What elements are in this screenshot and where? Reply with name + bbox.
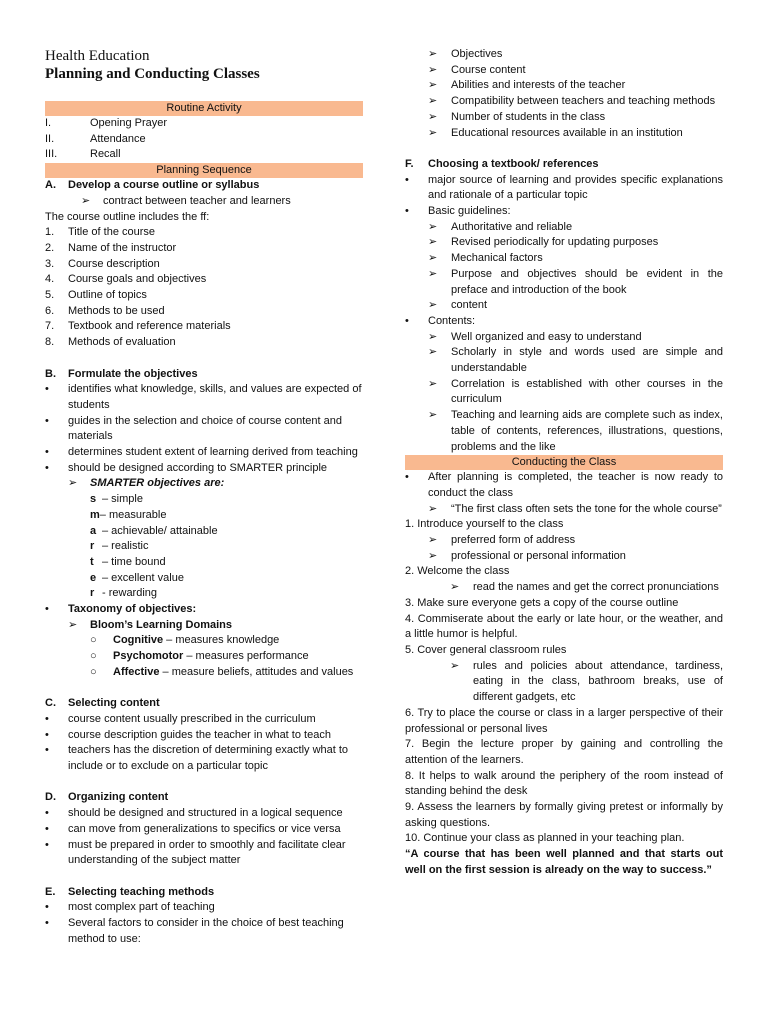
arrow-icon: ➢ — [428, 48, 438, 60]
arrow-icon: ➢ — [428, 252, 438, 265]
arrow-icon: ➢ — [428, 79, 438, 92]
course-outline-list — [45, 225, 363, 351]
section-b-heading: B. Formulate the objectives — [45, 367, 198, 380]
list-item: • Several factors to consider in the choice of best teaching method to use: — [45, 916, 363, 947]
list-item: • identifies what knowledge, skills, and values are expected of students — [45, 382, 363, 413]
list-item: II. Attendance — [45, 132, 146, 145]
list-item: • Basic guidelines: — [405, 204, 723, 220]
list-item: t – time bound — [90, 555, 166, 568]
list-item: 8. Methods of evaluation — [45, 336, 176, 349]
arrow-icon: ➢ — [428, 95, 438, 108]
bullet-icon: • — [45, 838, 49, 851]
list-item: I. Opening Prayer — [45, 117, 168, 129]
step-4: 4. Commiserate about the early or late hour, or the weather, and a little humor is helpful. — [405, 612, 723, 641]
planning-sequence-bar: Planning Sequence — [45, 163, 363, 178]
step-8: 8. It helps to walk around the periphery of the room instead of standing behind the desk — [405, 769, 723, 798]
list-item: 2. Name of the instructor — [45, 241, 177, 254]
list-item: • most complex part of teaching — [45, 900, 363, 916]
list-item: r – realistic — [90, 540, 149, 553]
arrow-item: ➢ contract between teacher and learners — [45, 194, 363, 210]
subject-title: Health Education — [45, 48, 150, 64]
arrow-icon: ➢ — [428, 267, 438, 280]
list-item: ➢ content — [405, 298, 723, 314]
conducting-class-bar: Conducting the Class — [405, 455, 723, 470]
bullet-icon: • — [45, 744, 49, 757]
blooms-heading: ➢ Bloom’s Learning Domains — [45, 618, 363, 634]
step-3: 3. Make sure everyone gets a copy of the course outline — [405, 596, 679, 609]
list-item: ➢ “The first class often sets the tone for the whole course” — [405, 502, 723, 518]
section-c-heading: C. Selecting content — [45, 697, 160, 710]
arrow-icon: ➢ — [428, 549, 438, 562]
arrow-icon: ➢ — [428, 409, 438, 422]
list-item: ➢ Compatibility between teachers and teaching methods — [405, 94, 723, 110]
smarter-heading: ➢ SMARTER objectives are: — [45, 476, 363, 492]
list-item: ➢ Authoritative and reliable — [405, 220, 723, 236]
list-item: ➢ Course content — [405, 63, 723, 79]
list-item: ➢ Number of students in the class — [405, 110, 723, 126]
right-column — [405, 0, 723, 879]
bullet-icon: • — [405, 173, 409, 186]
step-6: 6. Try to place the course or class in a larger perspective of their professional or personal lives — [405, 706, 723, 735]
arrow-icon: ➢ — [428, 63, 438, 76]
arrow-icon: ➢ — [428, 299, 438, 312]
step-9: 9. Assess the learners by formally giving pretest or informally by asking questions. — [405, 801, 723, 829]
list-item: ➢ Objectives — [405, 47, 723, 63]
arrow-icon: ➢ — [428, 534, 438, 547]
list-item: • course content usually prescribed in the curriculum — [45, 712, 363, 728]
teaching-factors-list — [405, 47, 723, 141]
arrow-icon: ➢ — [428, 377, 438, 390]
list-item: • After planning is completed, the teacher is now ready to conduct the class — [405, 470, 723, 501]
list-item: • course description guides the teacher in what to teach — [45, 728, 363, 744]
bullet-icon: • — [45, 807, 49, 820]
section-d-heading: D. Organizing content — [45, 791, 169, 804]
arrow-icon: ➢ — [428, 330, 438, 343]
list-item: • determines student extent of learning derived from teaching — [45, 445, 363, 461]
list-item: • major source of learning and provides specific explanations and rationale of a particular topic — [405, 173, 723, 204]
left-column — [45, 0, 363, 948]
list-item: ○ Cognitive – measures knowledge — [45, 633, 363, 649]
list-item: ➢ Scholarly in style and words used are simple and understandable — [405, 345, 723, 376]
list-item: m – measurable — [90, 508, 167, 521]
circle-icon: ○ — [90, 634, 97, 647]
bullet-icon: • — [45, 414, 49, 427]
list-item: 6. Methods to be used — [45, 304, 165, 317]
arrow-icon: ➢ — [428, 126, 438, 139]
list-item: a – achievable/ attainable — [90, 524, 218, 537]
list-item: • teachers has the discretion of determining exactly what to include or to exclude on a particular topic — [45, 743, 363, 774]
list-item: • Contents: — [405, 314, 723, 330]
arrow-icon: ➢ — [428, 110, 438, 123]
section-f-heading: F. Choosing a textbook/ references — [405, 157, 599, 170]
arrow-icon: ➢ — [428, 502, 438, 515]
bullet-icon: • — [45, 901, 49, 914]
arrow-icon: ➢ — [450, 659, 460, 672]
list-item: s – simple — [90, 493, 143, 506]
bullet-icon: • — [405, 314, 409, 327]
list-item: 1. Title of the course — [45, 226, 156, 239]
list-item: ➢ Educational resources available in an institution — [405, 126, 723, 142]
section-a-heading: A. Develop a course outline or syllabus — [45, 179, 260, 192]
list-item: • can move from generalizations to specifics or vice versa — [45, 822, 363, 838]
step-1: 1. Introduce yourself to the class — [405, 518, 564, 531]
arrow-icon: ➢ — [450, 581, 460, 594]
list-item: ➢ Correlation is established with other courses in the curriculum — [405, 377, 723, 408]
arrow-icon: ➢ — [428, 220, 438, 233]
bullet-icon: • — [45, 728, 49, 741]
list-item: ➢ Mechanical factors — [405, 251, 723, 267]
list-item: ➢ rules and policies about attendance, tardiness, eating in the class, bathroom breaks, use of different gadgets, etc — [405, 659, 723, 706]
list-item: r - rewarding — [90, 587, 158, 600]
closing-quote: “A course that has been well planned and that starts out well on the first session is already on the way to success.” — [405, 848, 723, 876]
step-7: 7. Begin the lecture proper by gaining and controlling the attention of the learners. — [405, 738, 723, 766]
arrow-icon: ➢ — [81, 194, 91, 207]
list-item: • guides in the selection and choice of course content and materials — [45, 414, 363, 445]
arrow-icon: ➢ — [68, 477, 78, 490]
list-item: III. Recall — [45, 148, 121, 161]
list-item: e – excellent value — [90, 571, 184, 584]
bullet-icon: • — [45, 446, 49, 459]
list-item: 7. Textbook and reference materials — [45, 320, 231, 333]
list-item: ○ Psychomotor – measures performance — [45, 649, 363, 665]
circle-icon: ○ — [90, 665, 97, 678]
step-5: 5. Cover general classroom rules — [405, 644, 567, 656]
list-item: ○ Affective – measure beliefs, attitudes and values — [45, 665, 363, 681]
arrow-icon: ➢ — [428, 236, 438, 249]
routine-activity-bar: Routine Activity — [45, 101, 363, 116]
page-title: Planning and Conducting Classes — [45, 66, 260, 82]
arrow-icon: ➢ — [428, 346, 438, 359]
list-item: ➢ Well organized and easy to understand — [405, 330, 723, 346]
course-outline-intro: The course outline includes the ff: — [45, 210, 210, 223]
list-item: ➢ Teaching and learning aids are complete such as index, table of contents, references, illustrations, questions, problems and the like — [405, 408, 723, 455]
routine-list — [45, 116, 363, 163]
bullet-icon: • — [405, 205, 409, 218]
step-10: 10. Continue your class as planned in your teaching plan. — [405, 832, 685, 845]
list-item: • must be prepared in order to smoothly and facilitate clear understanding of the subject matter — [45, 838, 363, 869]
list-item: ➢ read the names and get the correct pronunciations — [405, 580, 723, 596]
bullet-icon: • — [45, 603, 49, 616]
list-item: • should be designed according to SMARTER principle — [45, 461, 363, 477]
bullet-icon: • — [45, 917, 49, 930]
list-item: 3. Course description — [45, 257, 160, 270]
step-2: 2. Welcome the class — [405, 565, 510, 578]
list-item: • should be designed and structured in a logical sequence — [45, 806, 363, 822]
bullet-icon: • — [45, 822, 49, 835]
list-item: ➢ Abilities and interests of the teacher — [405, 78, 723, 94]
bullet-icon: • — [45, 461, 49, 474]
circle-icon: ○ — [90, 650, 97, 663]
arrow-icon: ➢ — [68, 618, 78, 631]
bullet-icon: • — [405, 471, 409, 484]
list-item: ➢ professional or personal information — [405, 549, 723, 565]
list-item: • Taxonomy of objectives: — [45, 602, 363, 618]
list-item: ➢ Purpose and objectives should be evident in the preface and introduction of the book — [405, 267, 723, 298]
list-item: 4. Course goals and objectives — [45, 273, 207, 286]
section-e-heading: E. Selecting teaching methods — [45, 885, 215, 898]
list-item: ➢ Revised periodically for updating purposes — [405, 235, 723, 251]
smarter-list — [45, 492, 363, 602]
list-item: ➢ preferred form of address — [405, 533, 723, 549]
bullet-icon: • — [45, 712, 49, 725]
list-item: 5. Outline of topics — [45, 289, 147, 302]
bullet-icon: • — [45, 383, 49, 396]
